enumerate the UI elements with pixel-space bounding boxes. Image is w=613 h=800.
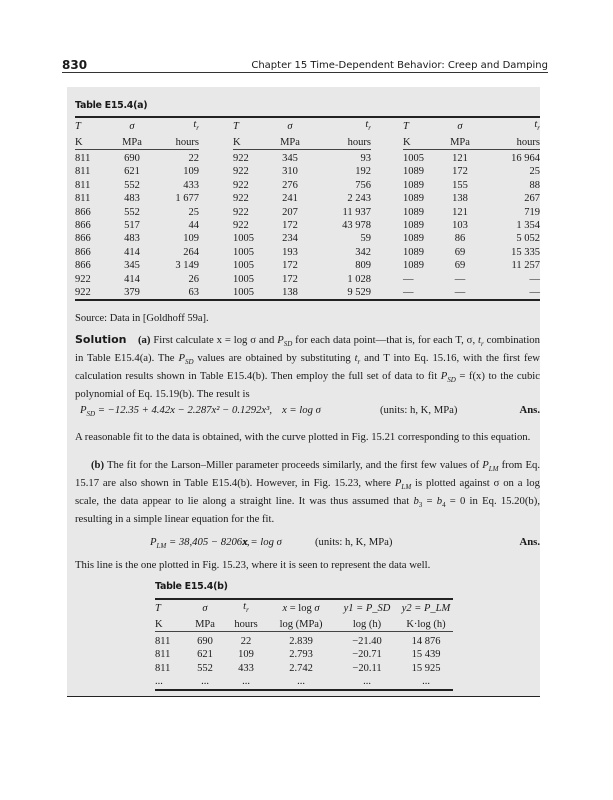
table-cell: 1089 bbox=[403, 166, 424, 178]
column-header-unit: hours bbox=[479, 136, 540, 150]
table-cell: — bbox=[529, 273, 540, 285]
table-cell: — bbox=[403, 273, 414, 285]
equation-plm-units: (units: h, K, MPa) bbox=[315, 536, 393, 548]
column-header-symbol: $t_r$ bbox=[243, 601, 249, 615]
column-header-symbol: y1 = P_SD bbox=[343, 603, 391, 615]
table-cell: −20.71 bbox=[352, 649, 382, 661]
column-header-symbol: x = log σ bbox=[282, 603, 320, 615]
table-cell: 310 bbox=[282, 166, 298, 178]
table-cell: 866 bbox=[75, 246, 91, 258]
table-row bbox=[75, 219, 540, 232]
table-cell: 5 052 bbox=[516, 233, 540, 245]
table-row bbox=[155, 648, 453, 661]
table-cell: 121 bbox=[452, 152, 468, 164]
table-row bbox=[75, 246, 540, 259]
table-cell: 345 bbox=[124, 260, 140, 272]
table-cell: 811 bbox=[75, 179, 91, 191]
table-cell: 1005 bbox=[233, 260, 254, 272]
table-cell: 811 bbox=[75, 152, 91, 164]
table-cell: −20.11 bbox=[352, 662, 382, 674]
table-cell: 15 439 bbox=[411, 649, 441, 661]
table-cell: 172 bbox=[282, 260, 298, 272]
table-cell: 922 bbox=[233, 206, 249, 218]
table-cell: 241 bbox=[282, 193, 298, 205]
table-cell: 1089 bbox=[403, 260, 424, 272]
table-b-title: Table E15.4(b) bbox=[155, 581, 228, 592]
paragraph-fit: A reasonable fit to the data is obtained, with the curve plotted in Fig. 15.21 corresponding to this equation. bbox=[75, 431, 531, 443]
column-header-unit: K bbox=[75, 136, 113, 150]
table-cell: 3 149 bbox=[175, 260, 199, 272]
table-cell: 1005 bbox=[233, 246, 254, 258]
table-cell: ... bbox=[297, 676, 305, 688]
table-cell: 63 bbox=[188, 286, 199, 298]
table-cell: 379 bbox=[124, 286, 140, 298]
table-row bbox=[75, 149, 540, 165]
paragraph-conclusion: This line is the one plotted in Fig. 15.23, where it is seen to represent the data well. bbox=[75, 559, 431, 571]
table-cell: 809 bbox=[355, 260, 371, 272]
running-header bbox=[62, 60, 548, 73]
table-row bbox=[155, 662, 453, 675]
table-cell: 25 bbox=[529, 166, 540, 178]
table-cell: 866 bbox=[75, 206, 91, 218]
column-header-unit: hours bbox=[309, 136, 371, 150]
table-a-title: Table E15.4(a) bbox=[75, 100, 148, 111]
table-cell: 1005 bbox=[233, 233, 254, 245]
table-row bbox=[75, 232, 540, 245]
table-cell: 552 bbox=[124, 179, 140, 191]
table-cell: 414 bbox=[124, 246, 140, 258]
table-cell: 267 bbox=[524, 193, 540, 205]
column-header-unit: MPa bbox=[441, 136, 479, 150]
column-header-unit: K bbox=[403, 136, 441, 150]
table-cell: 43 978 bbox=[342, 219, 371, 231]
table-row bbox=[75, 179, 540, 192]
table-cell: 922 bbox=[233, 152, 249, 164]
column-header-unit: MPa bbox=[185, 618, 225, 632]
table-cell: 811 bbox=[75, 166, 91, 178]
equation-plm-formula: $P_{LM} = 38,405 - 8206x$, bbox=[150, 536, 250, 551]
table-row bbox=[75, 192, 540, 205]
table-cell: 172 bbox=[452, 166, 468, 178]
table-cell: 22 bbox=[188, 152, 199, 164]
table-cell: 192 bbox=[355, 166, 371, 178]
column-header-symbol: T bbox=[233, 121, 239, 133]
table-row bbox=[75, 259, 540, 272]
table-cell: 207 bbox=[282, 206, 298, 218]
table-cell: 172 bbox=[282, 273, 298, 285]
table-cell: 193 bbox=[282, 246, 298, 258]
equation-plm bbox=[150, 536, 540, 550]
table-cell: 922 bbox=[75, 286, 91, 298]
table-row bbox=[155, 675, 453, 689]
column-header-symbol: T bbox=[155, 603, 161, 615]
column-header-symbol: y2 = P_LM bbox=[401, 603, 451, 615]
table-cell: 155 bbox=[452, 179, 468, 191]
table-cell: 1089 bbox=[403, 193, 424, 205]
table-cell: 922 bbox=[233, 193, 249, 205]
table-cell: — bbox=[529, 286, 540, 298]
table-cell: 11 937 bbox=[342, 206, 371, 218]
table-cell: 483 bbox=[124, 193, 140, 205]
table-cell: 342 bbox=[355, 246, 371, 258]
table-cell: 517 bbox=[124, 219, 140, 231]
column-header-symbol: $t_r$ bbox=[365, 119, 371, 133]
table-cell: 690 bbox=[197, 635, 213, 647]
solution-text-a: First calculate x = log σ and $P_{SD}$ for each data point—that is, for each T, σ, $t_r$ combination in Table E15.4(a). The $P_{SD}$ values are obtained by substituting $t_r$ and T into Eq. 15.16, with the first few calculation results shown in Table E15.4(b). Then employ the full set of data to fit $P_{SD} = f(x)$ to the cubic polynomial of Eq. 15.19(b). The result is bbox=[75, 334, 541, 401]
solution-paragraph-a bbox=[75, 333, 540, 401]
table-cell: 552 bbox=[124, 206, 140, 218]
table-cell: 811 bbox=[75, 193, 91, 205]
table-cell: — bbox=[454, 273, 466, 285]
solution-text-b: The fit for the Larson–Miller parameter proceeds similarly, and the first few values of $P_{LM}$ from Eq. 15.17 are also shown in Table E15.4(b). However, in Fig. 15.23, where $P_{LM}$ is plotted against σ on a log scale, the data appear to lie along a straight line. It was thus assumed that $b_3 = b_4 = 0$ in Eq. 15.20(b), resulting in a simple linear equation for the fit. bbox=[75, 459, 540, 526]
table-cell: 109 bbox=[183, 233, 199, 245]
table-cell: 922 bbox=[75, 273, 91, 285]
part-a-label: (a) bbox=[137, 334, 151, 346]
table-cell: 15 925 bbox=[411, 662, 441, 674]
table-cell: 811 bbox=[155, 635, 171, 647]
answer-mark: Ans. bbox=[519, 404, 540, 416]
table-cell: 2.742 bbox=[289, 662, 313, 674]
table-cell: 866 bbox=[75, 233, 91, 245]
table-cell: 59 bbox=[360, 233, 371, 245]
table-cell: 922 bbox=[233, 179, 249, 191]
table-cell: 109 bbox=[238, 649, 254, 661]
table-row bbox=[75, 165, 540, 178]
column-header-symbol: σ bbox=[287, 121, 293, 133]
column-header-unit: log (MPa) bbox=[267, 618, 335, 632]
table-cell: 172 bbox=[282, 219, 298, 231]
table-cell: ... bbox=[201, 676, 209, 688]
table-cell: 86 bbox=[454, 233, 466, 245]
solution-label: Solution bbox=[75, 333, 127, 346]
table-cell: −21.40 bbox=[352, 635, 382, 647]
table-cell: 1 028 bbox=[347, 273, 371, 285]
table-cell: 1005 bbox=[403, 152, 424, 164]
table-cell: 811 bbox=[155, 649, 171, 661]
column-header-symbol: T bbox=[75, 121, 81, 133]
table-cell: 483 bbox=[124, 233, 140, 245]
table-cell: 1005 bbox=[233, 273, 254, 285]
column-header-symbol: σ bbox=[457, 121, 463, 133]
table-row bbox=[75, 273, 540, 286]
table-cell: 11 257 bbox=[511, 260, 540, 272]
table-cell: 621 bbox=[197, 649, 213, 661]
table-cell: 103 bbox=[452, 219, 468, 231]
part-b-label: (b) bbox=[91, 459, 105, 471]
table-cell: — bbox=[454, 286, 466, 298]
table-cell: 811 bbox=[155, 662, 171, 674]
table-cell: 922 bbox=[233, 166, 249, 178]
column-header-unit: log (h) bbox=[335, 618, 399, 632]
equation-psd-x: x = log σ bbox=[282, 404, 321, 416]
table-row bbox=[155, 631, 453, 648]
table-cell: 1089 bbox=[403, 206, 424, 218]
table-cell: — bbox=[403, 286, 414, 298]
column-header-symbol: σ bbox=[202, 603, 208, 615]
table-cell: 414 bbox=[124, 273, 140, 285]
table-cell: ... bbox=[155, 676, 163, 688]
table-cell: 1 677 bbox=[175, 193, 199, 205]
table-a bbox=[75, 116, 540, 301]
table-cell: 138 bbox=[452, 193, 468, 205]
table-cell: 69 bbox=[454, 246, 466, 258]
table-cell: 26 bbox=[188, 273, 199, 285]
table-cell: 866 bbox=[75, 219, 91, 231]
table-cell: 866 bbox=[75, 260, 91, 272]
table-cell: 1089 bbox=[403, 179, 424, 191]
table-a-source: Source: Data in [Goldhoff 59a]. bbox=[75, 313, 209, 324]
table-row bbox=[75, 286, 540, 300]
table-cell: 1089 bbox=[403, 219, 424, 231]
table-cell: 345 bbox=[282, 152, 298, 164]
table-cell: 138 bbox=[282, 286, 298, 298]
table-cell: 88 bbox=[529, 179, 540, 191]
table-cell: 552 bbox=[197, 662, 213, 674]
table-cell: 109 bbox=[183, 166, 199, 178]
table-cell: 44 bbox=[188, 219, 199, 231]
table-cell: 276 bbox=[282, 179, 298, 191]
table-cell: 922 bbox=[233, 219, 249, 231]
column-header-unit: MPa bbox=[271, 136, 309, 150]
table-cell: 234 bbox=[282, 233, 298, 245]
table-row bbox=[75, 206, 540, 219]
solution-paragraph-b bbox=[75, 458, 540, 526]
table-cell: 25 bbox=[188, 206, 199, 218]
table-cell: 2.793 bbox=[289, 649, 313, 661]
column-header-symbol: T bbox=[403, 121, 409, 133]
table-cell: 756 bbox=[355, 179, 371, 191]
column-header-symbol: $t_r$ bbox=[193, 119, 199, 133]
table-cell: 1005 bbox=[233, 286, 254, 298]
table-cell: 14 876 bbox=[411, 635, 441, 647]
chapter-title: Chapter 15 Time-Dependent Behavior: Creep and Damping bbox=[251, 60, 548, 71]
table-cell: 433 bbox=[183, 179, 199, 191]
table-cell: ... bbox=[242, 676, 250, 688]
equation-plm-x: x = log σ bbox=[243, 536, 282, 548]
table-b bbox=[155, 598, 453, 691]
column-header-unit: K bbox=[233, 136, 271, 150]
table-cell: 719 bbox=[524, 206, 540, 218]
column-header-unit: hours bbox=[225, 618, 267, 632]
column-header-symbol: $t_r$ bbox=[534, 119, 540, 133]
table-cell: 1089 bbox=[403, 233, 424, 245]
table-cell: 1089 bbox=[403, 246, 424, 258]
table-cell: 621 bbox=[124, 166, 140, 178]
column-header-unit: hours bbox=[151, 136, 199, 150]
table-cell: 1 354 bbox=[516, 219, 540, 231]
equation-psd-formula: $P_{SD} = -12.35 + 4.42x - 2.287x^2 - 0.1292x^3$, bbox=[80, 404, 273, 419]
table-cell: ... bbox=[363, 676, 371, 688]
equation-psd-units: (units: h, K, MPa) bbox=[380, 404, 458, 416]
equation-psd bbox=[80, 404, 540, 418]
column-header-unit: K bbox=[155, 618, 185, 632]
table-cell: 433 bbox=[238, 662, 254, 674]
table-cell: 121 bbox=[452, 206, 468, 218]
table-cell: 264 bbox=[183, 246, 199, 258]
answer-mark: Ans. bbox=[519, 536, 540, 548]
table-cell: 15 335 bbox=[511, 246, 540, 258]
table-cell: 16 964 bbox=[511, 152, 540, 164]
table-cell: ... bbox=[422, 676, 430, 688]
table-cell: 9 529 bbox=[347, 286, 371, 298]
column-header-unit: MPa bbox=[113, 136, 151, 150]
table-cell: 2.839 bbox=[289, 635, 313, 647]
table-cell: 2 243 bbox=[347, 193, 371, 205]
table-cell: 690 bbox=[124, 152, 140, 164]
table-cell: 69 bbox=[454, 260, 466, 272]
table-cell: 22 bbox=[240, 635, 252, 647]
column-header-unit: K·log (h) bbox=[399, 618, 453, 632]
column-header-symbol: σ bbox=[129, 121, 135, 133]
page-number: 830 bbox=[62, 58, 88, 72]
table-cell: 93 bbox=[360, 152, 371, 164]
